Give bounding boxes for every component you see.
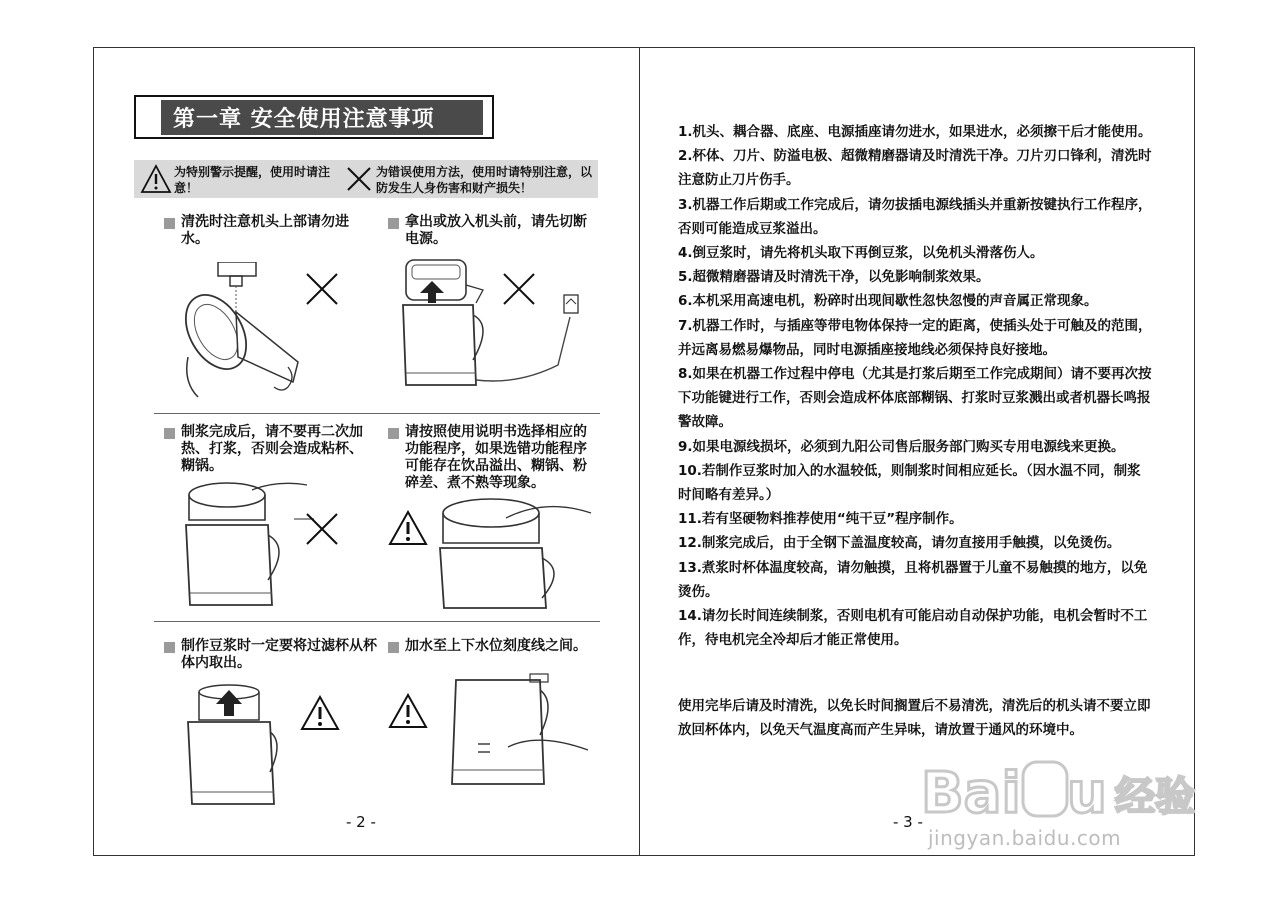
rule-item: 13.煮浆时杯体温度较高，请勿触摸，且将机器置于儿童不易触摸的地方，以免烫伤。 [678, 559, 1148, 600]
warning-triangle-icon [388, 510, 428, 546]
svg-text:经验: 经验 [1115, 774, 1195, 820]
bullet-square [388, 642, 399, 653]
lift-machine-head-illustration [398, 255, 588, 395]
legend-wrong-text: 为错误使用方法，使用时请特别注意，以防发生人身伤害和财产损失！ [376, 165, 593, 195]
remove-filter-cup-illustration [184, 682, 284, 812]
rule-item: 11.若有坚硬物料推荐使用“纯干豆”程序制作。 [678, 511, 963, 528]
page-number-left: - 2 - [346, 813, 376, 831]
warning-triangle-icon [140, 164, 172, 194]
select-program-illustration [436, 488, 594, 613]
rule-item: 7.机器工作时，与插座等带电物体保持一定的距离，使插头处于可触及的范围，并远离易燃易爆物品，同时电源插座接地线必须保持良好接地。 [678, 317, 1152, 358]
watermark-url: jingyan.baidu.com [928, 826, 1122, 850]
rule-item: 1.机头、耦合器、底座、电源插座请勿进水，如果进水，必须擦干后才能使用。 [678, 124, 1152, 140]
rule-item: 10.若制作豆浆时加入的水温较低，则制浆时间相应延长。（因水温不同，制浆时间略有差异。） [678, 462, 1141, 504]
rule-item: 8.如果在机器工作过程中停电（尤其是打浆后期至工作完成期间）请不要再次按下功能键进行工作，否则会造成杯体底部糊锅、打浆时豆浆溅出或者机器长鸣报警故障。 [678, 366, 1152, 431]
rule-item: 9.如果电源线损坏，必须到九阳公司售后服务部门购买专用电源线来更换。 [678, 438, 1125, 455]
cross-mark-icon [305, 272, 339, 306]
bullet-square [388, 218, 399, 229]
cell-5-text: 制作豆浆时一定要将过滤杯从杯体内取出。 [181, 638, 377, 671]
cell-2-text: 拿出或放入机头前，请先切断电源。 [405, 214, 587, 247]
bullet-square [164, 642, 175, 653]
rule-item: 2.杯体、刀片、防溢电极、超微精磨器请及时清洗干净。刀片刃口锋利，清洗时注意防止刀片伤手。 [678, 148, 1152, 189]
bullet-square [164, 428, 175, 439]
cross-mark-icon [346, 166, 372, 192]
legend-warning-text: 为特别警示提醒，使用时请注意！ [174, 165, 331, 195]
safety-rules-list [678, 120, 1153, 652]
chapter-title: 第一章 安全使用注意事项 [173, 107, 435, 132]
svg-text:u: u [1067, 761, 1107, 826]
cross-mark-icon [305, 512, 339, 546]
row-separator [154, 621, 600, 622]
rule-item: 6.本机采用高速电机，粉碎时出现间歇性忽快忽慢的声音属正常现象。 [678, 293, 1098, 310]
cell-4-text: 请按照使用说明书选择相应的功能程序，如果选错功能程序可能存在饮品溢出、糊锅、粉碎差、煮不熟等现象。 [405, 424, 587, 491]
warning-triangle-icon [300, 695, 340, 731]
rule-item: 14.请勿长时间连续制浆，否则电机有可能启动自动保护功能，电机会暂时不工作，待电机完全冷却后才能正常使用。 [678, 608, 1148, 649]
cross-mark-icon [502, 272, 536, 306]
rule-item: 5.超微精磨器请及时清洗干净，以免影响制浆效果。 [678, 269, 990, 286]
water-level-illustration [448, 672, 593, 792]
warning-triangle-icon [388, 693, 428, 729]
page-divider [639, 47, 640, 856]
cell-1-text: 清洗时注意机头上部请勿进水。 [181, 214, 349, 247]
bullet-square [388, 428, 399, 439]
cell-6-text: 加水至上下水位刻度线之间。 [405, 638, 587, 654]
bullet-square [164, 218, 175, 229]
rule-item: 4.倒豆浆时，请先将机头取下再倒豆浆，以免机头滑落伤人。 [678, 245, 1044, 262]
rule-item: 3.机器工作后期或工作完成后，请勿拔插电源线插头并重新按键执行工作程序，否则可能造成豆浆溢出。 [678, 196, 1152, 237]
row-separator [154, 413, 600, 414]
reheat-machine-illustration [182, 475, 317, 615]
cell-3-text: 制浆完成后，请不要再二次加热、打浆，否则会造成粘杯、糊锅。 [181, 424, 363, 474]
rule-item: 12.制浆完成后，由于全钢下盖温度较高，请勿直接用手触摸，以免烫伤。 [678, 535, 1121, 552]
page-number-right: - 3 - [893, 813, 923, 831]
svg-text:Bai: Bai [921, 761, 1021, 826]
closing-paragraph: 使用完毕后请及时清洗，以免长时间搁置后不易清洗，清洗后的机头请不要立即放回杯体内，以免天气温度高而产生异味，请放置于通风的环境中。 [678, 698, 1151, 739]
